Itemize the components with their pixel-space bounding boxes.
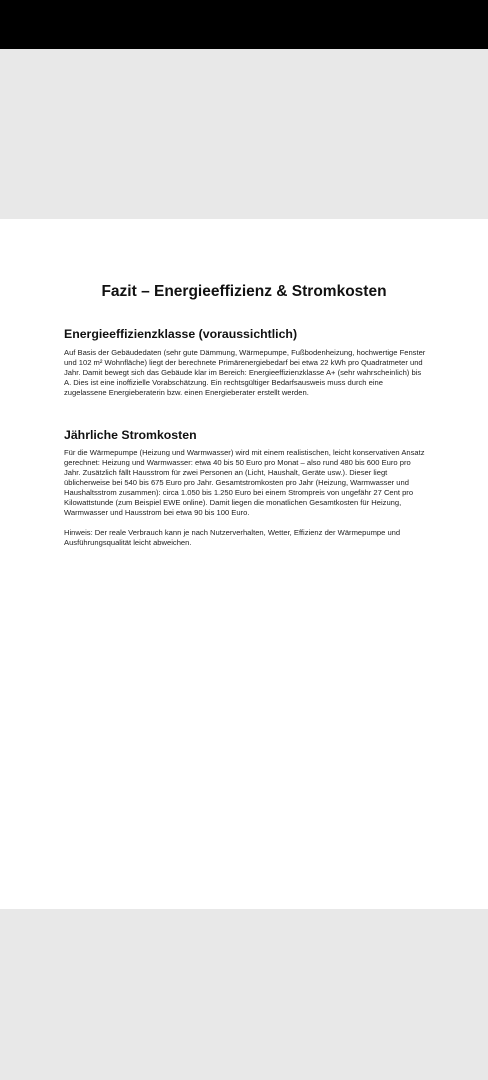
viewer-background-bottom <box>0 909 488 1080</box>
section-energy-class <box>64 327 426 398</box>
section-electricity-costs <box>64 428 426 548</box>
document-title: Fazit – Energieeffizienz & Stromkosten <box>101 283 387 300</box>
section-heading: Energieeffizienzklasse (voraussichtlich) <box>64 327 298 341</box>
section-paragraph: Auf Basis der Gebäudedaten (sehr gute Dämmung, Wärmepumpe, Fußbodenheizung, hochwertige Fenster und 102 m² Wohnfläche) liegt der berechnete Primärenergiebedarf bei etwa 22 kWh pro Quadratmeter und Jahr. Damit bewegt sich das Gebäude klar im Bereich: Energieeffizienzklasse A+ (sehr wahrscheinlich) bis A. Dies ist eine inoffizielle Vorabschätzung. Ein rechtsgültiger Bedarfsausweis muss durch eine zugelassene Energieberaterin bzw. einen Energieberater erstellt werden. <box>64 348 426 397</box>
section-heading: Jährliche Stromkosten <box>64 428 197 442</box>
note-paragraph: Hinweis: Der reale Verbrauch kann je nach Nutzerverhalten, Wetter, Effizienz der Wärmepumpe und Ausführungsqualität leicht abweichen. <box>64 528 401 547</box>
status-bar <box>0 0 488 49</box>
document-page[interactable] <box>0 219 488 909</box>
viewer-background-top <box>0 49 488 219</box>
section-paragraph: Für die Wärmepumpe (Heizung und Warmwasser) wird mit einem realistischen, leicht konservativen Ansatz gerechnet: Heizung und Warmwasser: etwa 40 bis 50 Euro pro Monat – also rund 480 bis 600 Euro pro Jahr. Zusätzlich fällt Hausstrom für zwei Personen an (Licht, Haushalt, Geräte usw.). Dieser liegt üblicherweise bei 540 bis 675 Euro pro Jahr. Gesamtstromkosten pro Jahr (Heizung, Warmwasser und Haushaltsstrom zusammen): circa 1.050 bis 1.250 Euro bei einem Strompreis von ungefähr 27 Cent pro Kilowattstunde (zum Beispiel EWE online). Damit liegen die monatlichen Gesamtkosten für Heizung, Warmwasser und Hausstrom bei etwa 90 bis 100 Euro. <box>64 448 425 517</box>
